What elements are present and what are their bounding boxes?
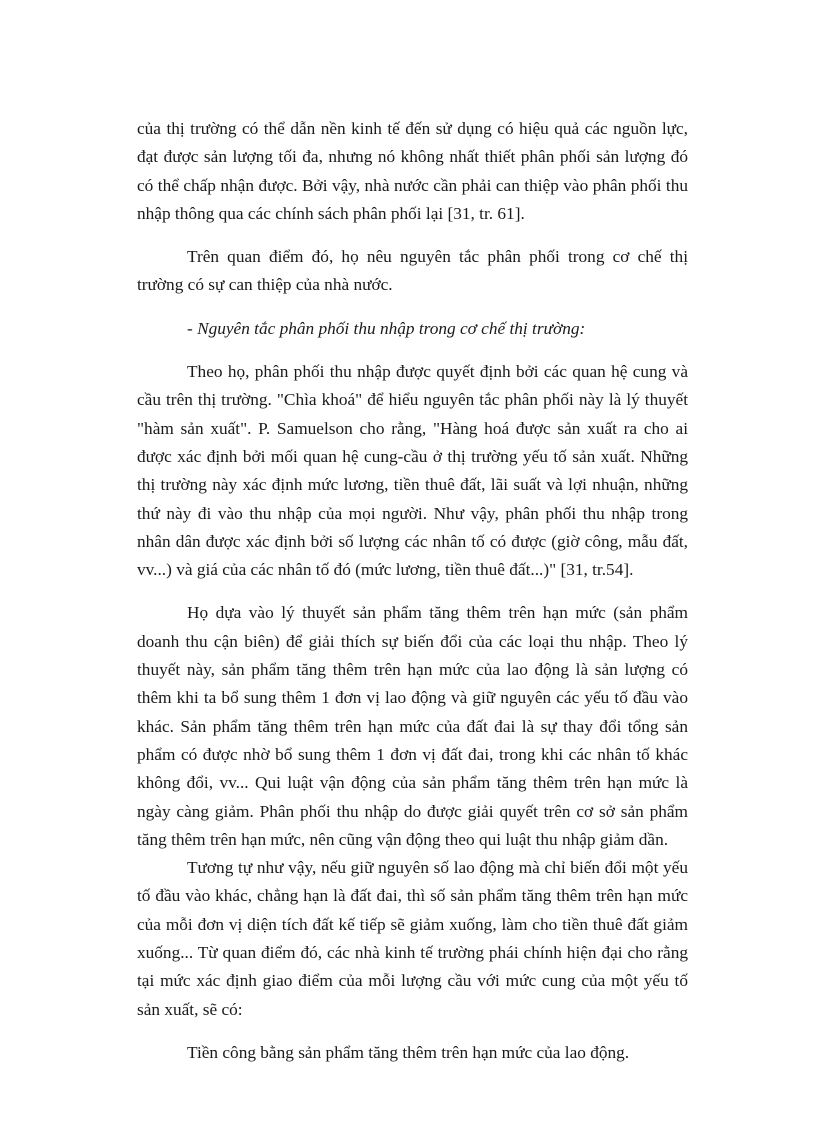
paragraph-2: Trên quan điểm đó, họ nêu nguyên tắc phân phối trong cơ chế thị trường có sự can thiệp của nhà nước. [137, 247, 688, 295]
document-page [137, 115, 688, 1067]
section-heading: - Nguyên tắc phân phối thu nhập trong cơ chế thị trường: [187, 318, 586, 338]
paragraph-1: của thị trường có thể dẫn nền kinh tế đến sử dụng có hiệu quả các nguồn lực, đạt được sản lượng tối đa, nhưng nó không nhất thiết phân phối sản lượng đó có thể chấp nhận được. Bởi vậy, nhà nước cần phải can thiệp vào phân phối thu nhập thông qua các chính sách phân phối lại [31, tr. 61]. [137, 119, 688, 223]
paragraph-5: Tương tự như vậy, nếu giữ nguyên số lao động mà chỉ biến đổi một yếu tố đầu vào khác, chẳng hạn là đất đai, thì số sản phẩm tăng thêm trên hạn mức của mỗi đơn vị diện tích đất kế tiếp sẽ giảm xuống, làm cho tiền thuê đất giảm xuống... Từ quan điểm đó, các nhà kinh tế trường phái chính hiện đại cho rằng tại mức xác định giao điểm của mỗi lượng cầu với mức cung của một yếu tố sản xuất, sẽ có: [137, 858, 688, 1019]
paragraph-4: Họ dựa vào lý thuyết sản phẩm tăng thêm trên hạn mức (sản phẩm doanh thu cận biên) để giải thích sự biến đổi của các loại thu nhập. Theo lý thuyết này, sản phẩm tăng thêm trên hạn mức của lao động là sản lượng có thêm khi ta bổ sung thêm 1 đơn vị lao động và giữ nguyên các yếu tố đầu vào khác. Sản phẩm tăng thêm trên hạn mức của đất đai là sự thay đổi tổng sản phẩm có được nhờ bổ sung thêm 1 đơn vị đất đai, trong khi các nhân tố khác không đổi, vv... Qui luật vận động của sản phẩm tăng thêm trên hạn mức là ngày càng giảm. Phân phối thu nhập do được giải quyết trên cơ sở sản phẩm tăng thêm trên hạn mức, nên cũng vận động theo qui luật thu nhập giảm dần. [137, 603, 688, 849]
paragraph-6: Tiền công bằng sản phẩm tăng thêm trên hạn mức của lao động. [187, 1042, 630, 1062]
paragraph-3: Theo họ, phân phối thu nhập được quyết định bởi các quan hệ cung và cầu trên thị trường. "Chìa khoá" để hiểu nguyên tắc phân phối này là lý thuyết "hàm sản xuất". P. Samuelson cho rằng, "Hàng hoá được sản xuất ra cho ai được xác định bởi mối quan hệ cung-cầu ở thị trường yếu tố sản xuất. Những thị trường này xác định mức lương, tiền thuê đất, lãi suất và lợi nhuận, những thứ này đi vào thu nhập của mọi người. Như vậy, phân phối thu nhập trong nhân dân được xác định bởi số lượng các nhân tố có được (giờ công, mẫu đất, vv...) và giá của các nhân tố đó (mức lương, tiền thuê đất...)" [31, tr.54]. [137, 362, 688, 580]
